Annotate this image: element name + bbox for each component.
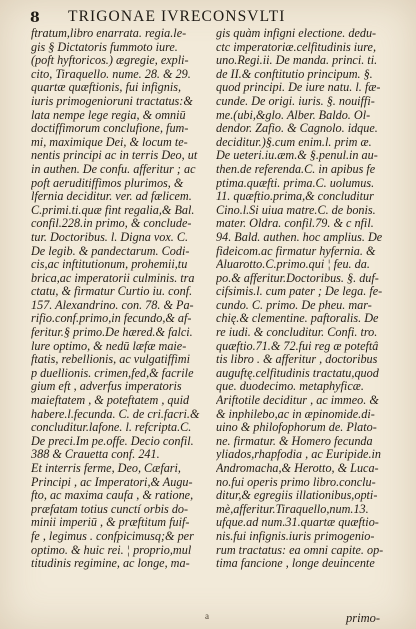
text-line: poft aeruditiffimos plurimos, & — [31, 176, 184, 190]
text-line: fe , legimus . confpicimusq;& per — [31, 529, 194, 543]
text-line: Principi , ac Imperatori,& Augu- — [31, 475, 193, 489]
text-line: ctc imperatoriæ.celfitudinis iure, — [216, 40, 376, 54]
text-line: cito, Tiraquello. nume. 28. & 29. — [31, 67, 191, 81]
text-line: ctatu, & firmatur Curtio iu. conf. — [31, 285, 193, 299]
text-line: titudinis regimine, ac longe, ma- — [31, 557, 190, 571]
text-line: doctiffimorum conclufione, fum- — [31, 122, 189, 136]
text-line: 94. Bald. authen. hoc amplius. De — [216, 230, 383, 244]
text-line: habere.l.fecunda. C. de cri.facri.& — [31, 407, 200, 421]
text-line: 388 & Crauetta conf. 241. — [31, 448, 160, 462]
text-line: ftatis, rebellionis, ac vulgatiffimi — [31, 353, 190, 367]
text-line: (poft hyftoricos.) ægregie, expli- — [31, 54, 189, 68]
text-line: uino & philofophorum de. Plato- — [216, 421, 377, 435]
right-text-column — [216, 27, 396, 571]
text-line: ditur,& egregiis illationibus,opti- — [216, 489, 378, 503]
text-line: 11. quæftio.prima,& concluditur — [216, 190, 374, 204]
text-line: minii imperiū , & præftitum fuif- — [31, 516, 190, 530]
text-line: then.de referenda.C. in apibus fe — [216, 162, 376, 176]
text-line: gium eft , adverfus imperatoris — [31, 380, 182, 394]
text-line: gis quàm infigni electione. dedu- — [216, 27, 377, 40]
text-line: & inphilebo,ac in æpinomide.di- — [216, 407, 375, 421]
text-line: cis,ac inftitutionum, prohemii,tu — [31, 258, 188, 272]
text-line: mater. Oldra. confil.79. & c nfil. — [216, 217, 374, 231]
text-line: ufque.ad num.31.quartæ quæftio- — [216, 516, 379, 530]
text-line: ptima.quæfti. prima.C. uolumus. — [216, 176, 375, 190]
text-line: Cino.l.Si uiua matre.C. de bonis. — [216, 203, 376, 217]
text-line: de II.& conftitutio principum. §. — [216, 67, 373, 81]
page-number: 8 — [30, 10, 40, 26]
text-line: auguftę.celfitudinis tractatu,quod — [216, 366, 379, 380]
text-line: iuris primogenioruni tractatus:& — [31, 94, 193, 108]
text-line: gis § Dictatoris fummoto iure. — [31, 40, 178, 54]
text-line: brica,ac imperatorii culminis. tra — [31, 271, 195, 285]
text-line: deciditur.)§.cum enim.l. prim æ. — [216, 135, 372, 149]
text-line: quod principi. De iure natu. l. fæ- — [216, 81, 381, 95]
text-line: C.primi.ti.quæ fint regalia,& Bal. — [31, 203, 195, 217]
text-line: De legib. & pandectarum. Codi- — [31, 244, 190, 258]
text-line: mè,afferitur.Tiraquello,num.13. — [216, 502, 369, 516]
text-line: cundo. C. primo. De pheu. mar- — [216, 298, 372, 312]
text-line: re iudi. & concluditur. Confi. tro. — [216, 326, 378, 340]
text-line: po.& afferitur.Doctoribus. §. duf- — [216, 271, 379, 285]
text-line: Et interris ferme, Deo, Cæfari, — [31, 462, 181, 475]
text-line: uno.Regi.ii. De manda. princi. ti. — [216, 54, 378, 68]
text-line: yliados,rhapfodia , ac Euripide.in — [216, 448, 381, 462]
signature-mark: a — [205, 611, 209, 621]
running-head: TRIGONAE IVRECONSVLTI — [68, 8, 286, 25]
text-line: fideicom.ac firmatur hyfernia. & — [216, 244, 376, 258]
text-line: Ariftotile deciditur , ac immeo. & — [216, 394, 379, 408]
text-line: no.fui operis primo libro.conclu- — [216, 475, 376, 489]
text-line: quæftio.71.& 72.fui reg æ poteftâ — [216, 339, 379, 353]
text-line: tis libro . & afferitur , doctoribus — [216, 353, 378, 367]
text-line: 157. Alexandrino. con. 78. & Pa- — [31, 298, 194, 312]
text-line: tur. Doctoribus. l. Digna vox. C. — [31, 230, 189, 244]
text-line: ftratum,libro enarrata. regia.le- — [31, 27, 187, 40]
text-line: maieftatem , & poteftatem , quid — [31, 394, 190, 408]
text-line: me.(ubi,&glo. Alber. Baldo. Ol- — [216, 108, 371, 122]
text-line: confil.228.in primo, & conclude- — [31, 217, 192, 231]
catchword: primo- — [346, 611, 381, 625]
text-line: chię.& clementine. paftoralis. De — [216, 312, 379, 326]
text-line: nis.fui infignis.iuris primogenio- — [216, 529, 375, 543]
text-line: tima fancione , longe deuincente — [216, 557, 375, 571]
text-line: De preci.Im pe.offe. Decio confil. — [31, 434, 194, 448]
text-line: cifsimis.l. cum pater ; De lega. fe- — [216, 285, 383, 299]
text-line: cunde. De origi. iuris. §. nouiffi- — [216, 94, 375, 108]
text-line: fto, ac maxima caufa , & ratione, — [31, 489, 194, 503]
text-line: que. duodecimo. metaphyficæ. — [216, 380, 364, 394]
text-line: lata nempe lege regia, & omniū — [31, 108, 186, 122]
text-line: Aluarotto.C.primo.qui ¦ feu. da. — [216, 258, 370, 272]
text-line: nentis principi ac in terris Deo, ut — [31, 149, 198, 163]
left-text-column — [31, 27, 213, 571]
text-line: mi, maximique Dei, & locum te- — [31, 135, 188, 149]
text-line: De ueteri.iu.æm.& §.penul.in au- — [216, 149, 378, 163]
text-line: quartæ quæftionis, fui infignis, — [31, 81, 181, 95]
text-line: p duellionis. crimen,fed,& facrile — [31, 366, 194, 380]
text-line: ne. firmatur. & Homero fecunda — [216, 434, 373, 448]
text-line: optimo. & huic rei. ¦ proprio,mul — [31, 543, 192, 557]
text-line: lfernia deciditur. ver. ad fælicem. — [31, 190, 192, 204]
text-line: rifio.conf.primo,in fecundo,& af- — [31, 312, 192, 326]
text-line: feritur.§ primo.De hæred.& falci. — [31, 326, 193, 340]
text-line: concluditur.lafone. l. refcripta.C. — [31, 421, 192, 435]
text-line: in authen. De confu. afferitur ; ac — [31, 162, 196, 176]
text-line: Andromacha,& Herotto, & Luca- — [216, 462, 379, 475]
text-line: dendor. Zafio. & Cagnolo. idque. — [216, 122, 378, 136]
text-line: rum tractatus: ea omni capite. op- — [216, 543, 384, 557]
text-line: lure optimo, & nedū læfæ maie- — [31, 339, 187, 353]
text-line: præfatam totius cunctí orbis do- — [31, 502, 189, 516]
